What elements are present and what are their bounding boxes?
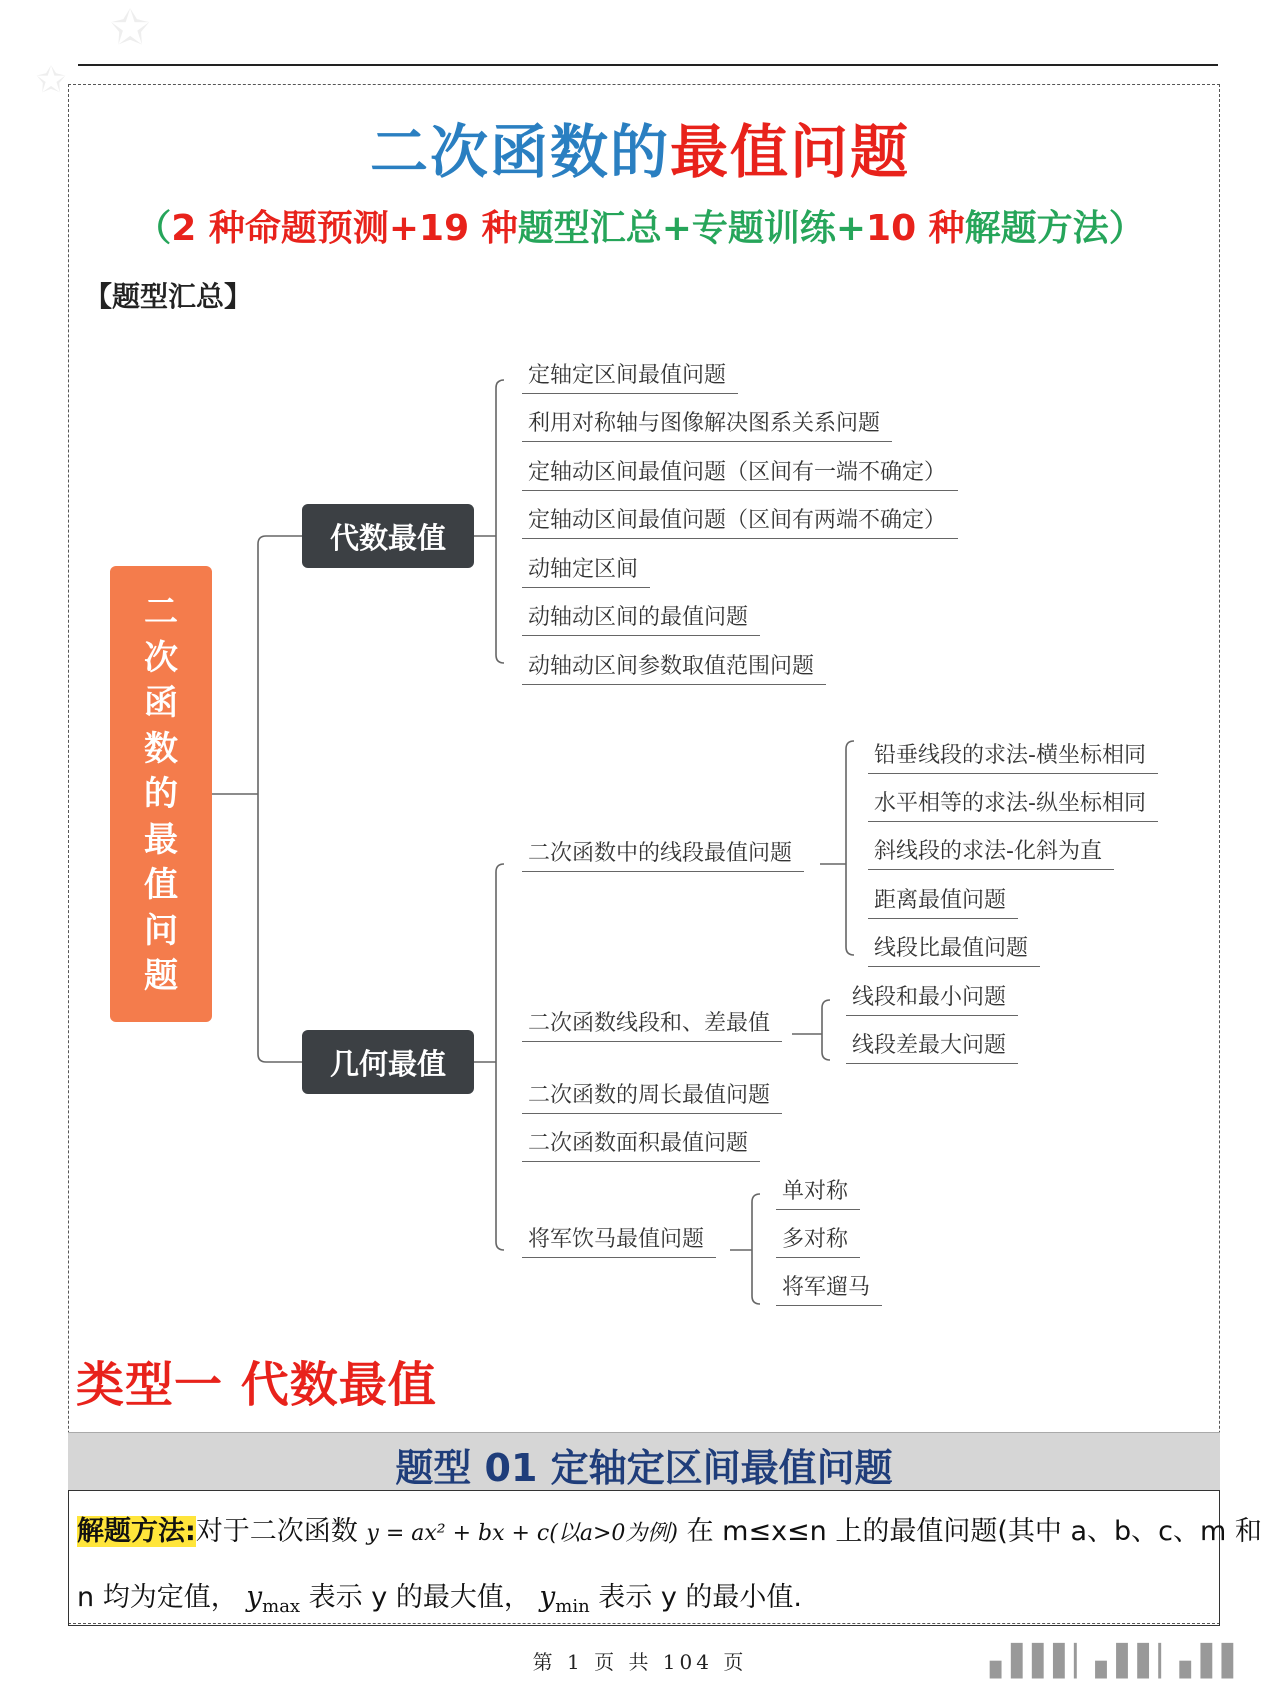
title-part1: 二次函数的 <box>369 118 670 186</box>
general-subitem: 将军遛马 <box>776 1270 882 1306</box>
connector-algebra-items <box>496 380 504 663</box>
method-box <box>68 1490 1262 1626</box>
summary-label: 【题型汇总】 <box>84 280 253 313</box>
method-line-2 <box>77 1575 802 1617</box>
connector-categories <box>258 536 302 1062</box>
algebra-item: 动轴定区间 <box>522 552 650 588</box>
watermark-logo-icon: ▖▌▌▌▏▖▌▌▏▖▌▌ <box>990 1644 1243 1679</box>
subtitle-p5: 解题方法 <box>964 208 1109 249</box>
general-subitem: 多对称 <box>776 1222 860 1258</box>
section-banner-title: 题型 01 定轴定区间最值问题 <box>395 1446 893 1490</box>
star-decoration-icon: ✩ <box>110 0 151 56</box>
ymin-subscript: min <box>555 1596 590 1617</box>
section-banner <box>68 1432 1220 1491</box>
subtitle-open: （ <box>135 208 172 249</box>
method-text: 表示 y 的最大值， <box>308 1582 531 1613</box>
root-char: 问 <box>144 910 178 951</box>
general-subitem: 单对称 <box>776 1174 860 1210</box>
root-char: 的 <box>144 774 178 814</box>
root-char: 二 <box>144 592 178 632</box>
method-text: 对于二次函数 <box>195 1516 358 1547</box>
category-geometry: 几何最值 <box>302 1030 474 1094</box>
algebra-item: 动轴动区间参数取值范围问题 <box>522 649 826 685</box>
algebra-item: 动轴动区间的最值问题 <box>522 600 760 636</box>
title-part2: 最值问题 <box>670 118 911 186</box>
geometry-item-general: 将军饮马最值问题 <box>522 1222 716 1258</box>
subtitle-p1: 2 种命题预测+ <box>171 208 420 249</box>
segment-subitem: 铅垂线段的求法-横坐标相同 <box>868 738 1158 774</box>
subtitle-p2: 19 种 <box>419 208 518 249</box>
root-char: 数 <box>144 728 178 769</box>
method-label: 解题方法: <box>77 1516 196 1547</box>
segment-subitem: 线段比最值问题 <box>868 931 1040 967</box>
root-char: 最 <box>144 819 178 860</box>
algebra-item: 利用对称轴与图像解决图系关系问题 <box>522 406 892 442</box>
connector-sumdiff-items <box>822 1000 830 1060</box>
algebra-item: 定轴动区间最值问题（区间有两端不确定） <box>522 503 958 539</box>
geometry-item-segment: 二次函数中的线段最值问题 <box>522 836 804 872</box>
connector-segment-items <box>846 741 854 955</box>
segment-subitem: 水平相等的求法-纵坐标相同 <box>868 786 1158 822</box>
ymin-symbol: y <box>539 1580 556 1613</box>
page-footer: 第 1 页 共 104 页 <box>532 1650 748 1674</box>
subtitle-p3: 题型汇总+专题训练+ <box>517 208 867 249</box>
algebra-item: 定轴动区间最值问题（区间有一端不确定） <box>522 455 958 491</box>
method-text: n 均为定值， <box>77 1582 238 1613</box>
connector-general-items <box>752 1194 760 1304</box>
mindmap-root-text <box>110 590 212 1000</box>
algebra-item: 定轴定区间最值问题 <box>522 358 738 394</box>
segment-subitem: 距离最值问题 <box>868 883 1018 919</box>
method-text: 在 m≤x≤n 上的最值问题(其中 a、b、c、m 和 <box>686 1516 1262 1547</box>
geometry-item-sumdiff: 二次函数线段和、差最值 <box>522 1006 782 1042</box>
segment-subitem: 斜线段的求法-化斜为直 <box>868 834 1114 870</box>
method-text: 表示 y 的最小值. <box>598 1582 802 1613</box>
sumdiff-subitem: 线段差最大问题 <box>846 1028 1018 1064</box>
connector-geometry-items <box>496 864 504 1250</box>
method-line-1 <box>77 1509 1262 1548</box>
root-char: 题 <box>144 956 178 996</box>
mindmap-root <box>110 566 212 1022</box>
geometry-item-perimeter: 二次函数的周长最值问题 <box>522 1078 782 1114</box>
root-char: 函 <box>144 683 178 723</box>
root-char: 值 <box>144 865 178 905</box>
ymax-symbol: y <box>246 1580 263 1613</box>
subtitle-p4: 10 种 <box>866 208 965 249</box>
sumdiff-subitem: 线段和最小问题 <box>846 980 1018 1016</box>
type-heading: 类型一 代数最值 <box>76 1357 437 1413</box>
subtitle-close: ） <box>1108 208 1145 249</box>
root-char: 次 <box>144 637 178 678</box>
ymax-subscript: max <box>262 1596 301 1617</box>
star-decoration-icon: ✩ <box>36 60 67 101</box>
geometry-item-area: 二次函数面积最值问题 <box>522 1126 760 1162</box>
category-algebra: 代数最值 <box>302 504 474 568</box>
method-formula: y = ax² + bx + c(以a>0为例) <box>366 1521 678 1546</box>
